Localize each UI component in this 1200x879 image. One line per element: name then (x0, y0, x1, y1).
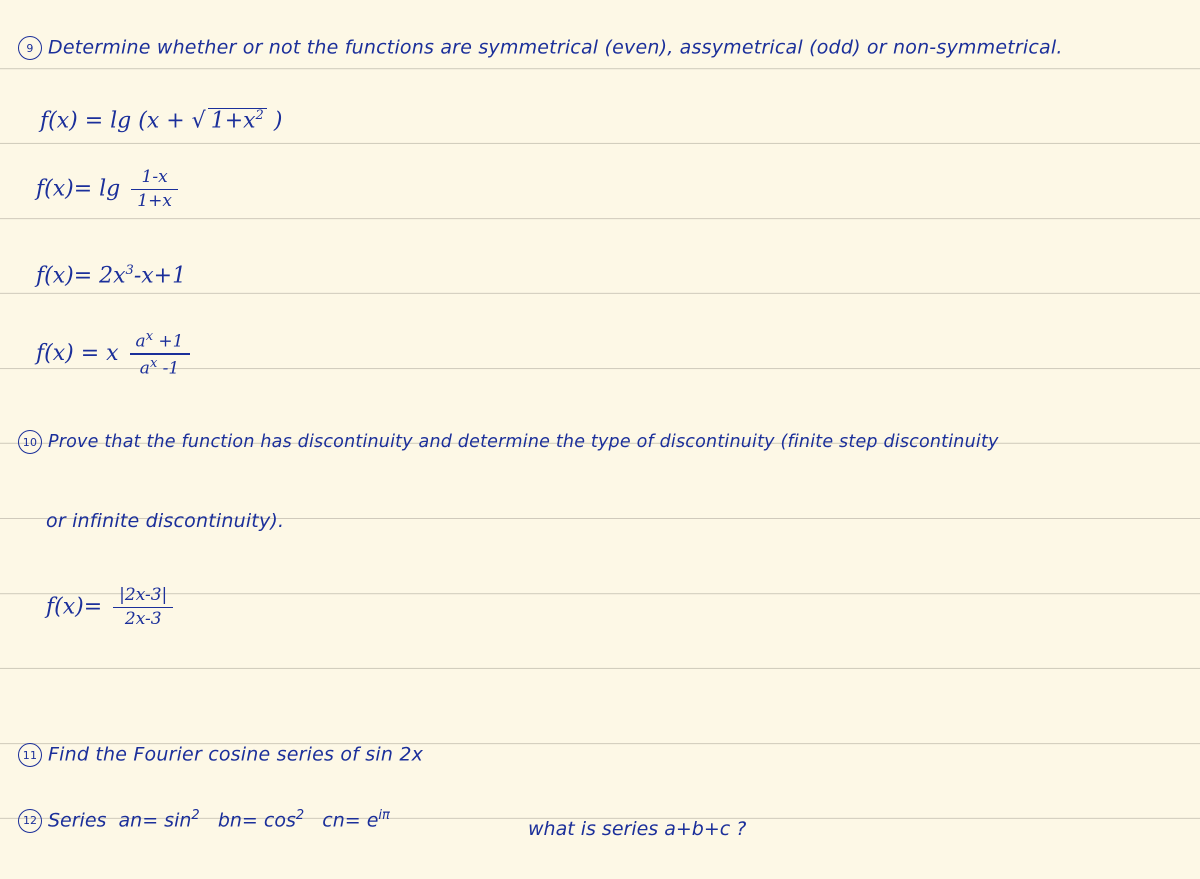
q11-number: 11 (18, 743, 42, 767)
q9-f4-num-exp: x (145, 329, 154, 344)
q12-a-exp: 2 (191, 808, 200, 823)
q10-prompt-line2: or infinite discontinuity). (46, 510, 285, 532)
q10-number: 10 (18, 430, 42, 454)
q9-f1-root-base: 1+x (210, 108, 256, 134)
q12-c-exp: iπ (378, 808, 390, 823)
q9-f3-rest: -x+1 (133, 263, 187, 289)
q9-f2-num: 1-x (141, 167, 168, 187)
q12-series (18, 808, 390, 833)
q9-f4-den-rest: -1 (157, 358, 180, 379)
q11-prompt-text: Find the Fourier cosine series of sin 2x (48, 743, 424, 766)
q9-f4-den-base: a (139, 358, 150, 379)
q9-f3-lhs: f(x)= 2x (36, 263, 126, 289)
q9-f2-den: 1+x (137, 191, 172, 212)
q9-f2-fraction (131, 168, 178, 211)
q9-f4-fraction (130, 330, 190, 378)
q9-f1-root (208, 108, 267, 132)
q9-f3-exp: 3 (125, 263, 134, 278)
q11-prompt (18, 743, 423, 767)
q9-f4-num-rest: +1 (153, 331, 184, 352)
q10-f-num: |2x-3| (119, 585, 168, 605)
q9-f4-lhs: f(x) = x (36, 341, 119, 367)
q10-prompt (18, 430, 999, 454)
q12-question: what is series a+b+c ? (528, 818, 747, 840)
q9-f4-num (130, 330, 190, 351)
q12-a: an= sin (118, 809, 192, 832)
q9-f1-root-exp: 2 (255, 108, 264, 123)
q10-f-lhs: f(x)= (46, 594, 103, 620)
q12-b: bn= cos (217, 809, 296, 832)
q9-f2-lhs: f(x)= lg (36, 176, 121, 202)
fraction-bar (130, 353, 190, 355)
q9-prompt-text: Determine whether or not the functions are symmetrical (even), assymetrical (odd) or non-symmetrical. (48, 36, 1063, 59)
q10-prompt-line1: Prove that the function has discontinuity and determine the type of discontinuity (finite step discontinuity (48, 432, 999, 452)
q12-c: cn= e (322, 809, 379, 832)
sqrt-icon: √ (191, 108, 206, 134)
q12-b-exp: 2 (295, 808, 305, 823)
q10-f-fraction (113, 586, 173, 629)
q9-prompt (18, 36, 1063, 60)
q9-f1-lhs: f(x) = lg (x + (40, 108, 185, 134)
fraction-bar (113, 607, 173, 609)
q9-f3 (36, 263, 186, 288)
q9-f2 (36, 168, 182, 211)
q9-f1 (40, 108, 282, 133)
q9-f1-close: ) (273, 108, 283, 134)
q9-f4-num-base: a (135, 331, 146, 352)
q12-label: Series (48, 809, 107, 832)
q12-number: 12 (18, 809, 42, 833)
q9-f4 (36, 330, 194, 378)
q9-number: 9 (18, 36, 42, 60)
fraction-bar (131, 189, 178, 191)
q10-f (46, 586, 177, 629)
q9-f4-den-exp: x (149, 355, 158, 371)
q10-f-den: 2x-3 (124, 609, 162, 630)
q9-f4-den (134, 357, 185, 378)
